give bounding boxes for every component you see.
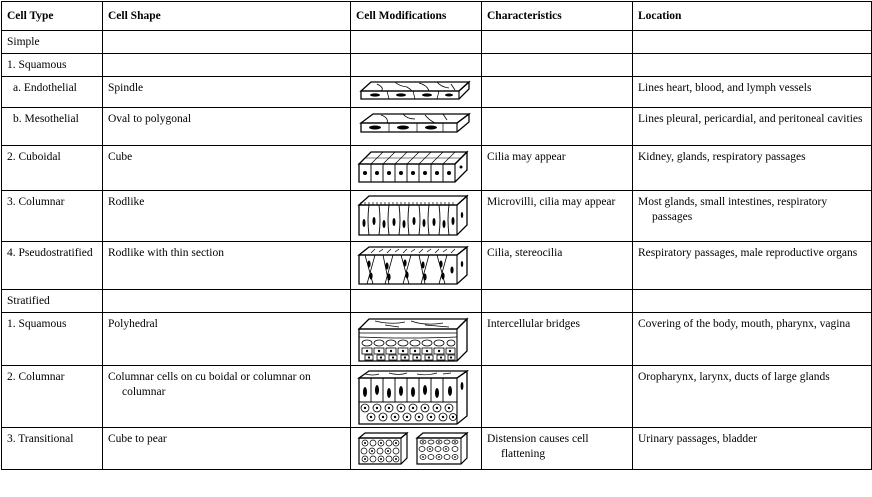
cell-shape: Rodlike [103, 191, 351, 242]
cell-type: 3. Columnar [2, 191, 103, 242]
group-row-stratified [2, 290, 872, 313]
pseudostratified-epithelium-illustration [355, 244, 477, 286]
characteristics [482, 108, 633, 146]
characteristics: Distension causes cell flattening [482, 428, 633, 470]
cell-type: 1. Squamous [2, 313, 103, 366]
epithelium-table [1, 1, 872, 470]
characteristics: Cilia may appear [482, 146, 633, 191]
location: Lines pleural, pericardial, and peritoneal cavities [633, 108, 872, 146]
location: Lines heart, blood, and lymph vessels [633, 77, 872, 108]
cell-shape: Columnar cells on cu boidal or columnar on columnar [103, 366, 351, 428]
cell-type: 2. Columnar [2, 366, 103, 428]
cell-shape: Polyhedral [103, 313, 351, 366]
table-row [2, 242, 872, 290]
cell-shape: Oval to polygonal [103, 108, 351, 146]
table-row [2, 366, 872, 428]
transitional-epithelium-illustration [355, 430, 477, 466]
stratified-squamous-epithelium-illustration [355, 315, 477, 363]
table-row [2, 108, 872, 146]
header-cell-shape: Cell Shape [103, 2, 351, 31]
cell-shape: Spindle [103, 77, 351, 108]
header-cell-modifications: Cell Modifications [351, 2, 482, 31]
cell-type: a. Endothelial [2, 77, 103, 108]
characteristics [482, 77, 633, 108]
group-row-simple [2, 31, 872, 54]
endothelial-epithelium-illustration [355, 79, 477, 103]
header-location: Location [633, 2, 872, 31]
header-row [2, 2, 872, 31]
characteristics: Microvilli, cilia may appear [482, 191, 633, 242]
characteristics: Cilia, stereocilia [482, 242, 633, 290]
table-row [2, 77, 872, 108]
group-label: Stratified [2, 290, 103, 313]
location: Covering of the body, mouth, pharynx, vagina [633, 313, 872, 366]
header-cell-type: Cell Type [2, 2, 103, 31]
characteristics [482, 366, 633, 428]
characteristics: Intercellular bridges [482, 313, 633, 366]
table-row [2, 191, 872, 242]
cell-shape: Cube to pear [103, 428, 351, 470]
cell-type: 2. Cuboidal [2, 146, 103, 191]
location: Urinary passages, bladder [633, 428, 872, 470]
cell-type: b. Mesothelial [2, 108, 103, 146]
cell-type: 3. Transitional [2, 428, 103, 470]
cell-type: 1. Squamous [2, 54, 103, 77]
cell-shape: Rodlike with thin section [103, 242, 351, 290]
stratified-columnar-epithelium-illustration [355, 368, 477, 426]
columnar-epithelium-illustration [355, 193, 477, 237]
header-characteristics: Characteristics [482, 2, 633, 31]
location: Kidney, glands, respiratory passages [633, 146, 872, 191]
cell-type: 4. Pseudostratified [2, 242, 103, 290]
table-row [2, 428, 872, 470]
table-row [2, 54, 872, 77]
cell-shape: Cube [103, 146, 351, 191]
cuboidal-epithelium-illustration [355, 148, 477, 184]
table-row [2, 146, 872, 191]
location: Oropharynx, larynx, ducts of large glands [633, 366, 872, 428]
location: Most glands, small intestines, respiratory passages [633, 191, 872, 242]
group-label: Simple [2, 31, 103, 54]
table-row [2, 313, 872, 366]
mesothelial-epithelium-illustration [355, 110, 477, 138]
location: Respiratory passages, male reproductive organs [633, 242, 872, 290]
